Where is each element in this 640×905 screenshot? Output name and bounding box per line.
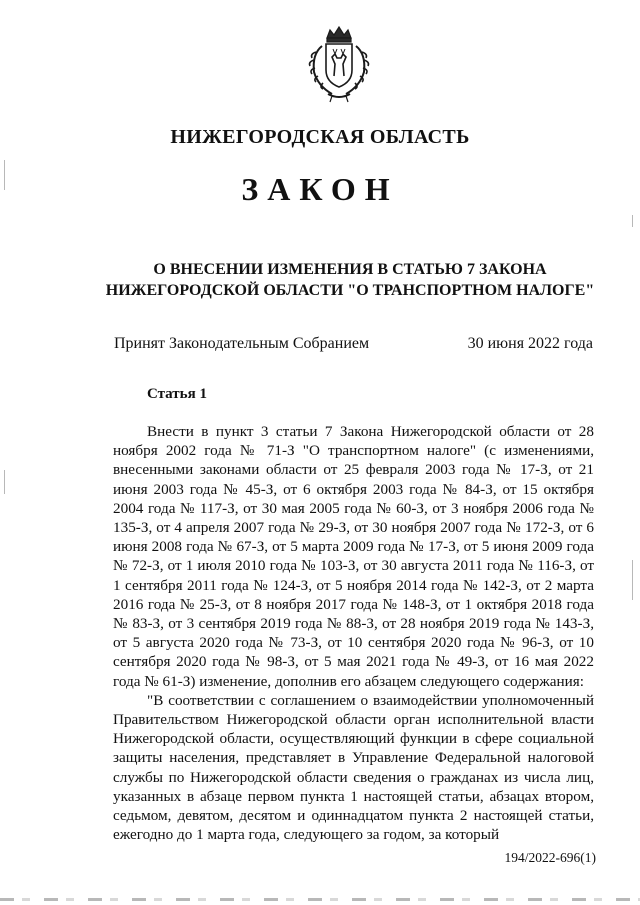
- article-body: [113, 422, 594, 844]
- adopted-by: Принят Законодательным Собранием: [114, 335, 370, 352]
- law-subject: [0, 259, 640, 301]
- adoption-date: 30 июня 2022 года: [467, 335, 593, 352]
- scan-edge-mark: [4, 470, 5, 494]
- law-subject-line-2: НИЖЕГОРОДСКОЙ ОБЛАСТИ "О ТРАНСПОРТНОМ НАЛОГЕ": [105, 282, 595, 299]
- scan-edge-mark: [4, 160, 5, 190]
- law-subject-line-1: О ВНЕСЕНИИ ИЗМЕНЕНИЯ В СТАТЬЮ 7 ЗАКОНА: [153, 261, 547, 278]
- scan-bottom-edge: [0, 898, 640, 901]
- document-type-title: ЗАКОН: [241, 171, 399, 207]
- scan-edge-mark: [632, 560, 633, 600]
- article-heading: Статья 1: [147, 386, 207, 402]
- coat-of-arms-icon: [294, 24, 384, 104]
- article-paragraph-1: Внести в пункт 3 статьи 7 Закона Нижегородской области от 28 ноября 2002 года № 71-З "О транспортном налоге" (с изменениями, внесенными законами области от 25 февраля 2003 года № 17-З, от 21 июня 2003 года № 45-З, от 6 октября 2003 года № 84-З, от 15 октября 2004 года № 117-З, от 30 мая 2005 года № 60-З, от 3 ноября 2006 года № 135-З, от 4 апреля 2007 года № 29-З, от 30 ноября 2007 года № 172-З, от 6 июня 2008 года № 67-З, от 5 марта 2009 года № 17-З, от 5 июня 2009 года № 72-З, от 1 июля 2010 года № 103-З, от 30 августа 2011 года № 116-З, от 1 сентября 2011 года № 124-З, от 5 ноября 2014 года № 142-З, от 2 марта 2016 года № 25-З, от 8 ноября 2017 года № 148-З, от 1 октября 2018 года № 83-З, от 3 сентября 2019 года № 88-З, от 28 ноября 2019 года № 143-З, от 5 августа 2020 года № 73-З, от 10 сентября 2020 года № 96-З, от 10 сентября 2020 года № 98-З, от 5 мая 2021 года № 49-З, от 16 мая 2022 года № 61-З) изменение, дополнив его абзацем следующего содержания:: [113, 423, 594, 690]
- article-paragraph-2: "В соответствии с соглашением о взаимодействии уполномоченный Правительством Нижегородской области орган исполнительной власти Нижегородской области, осуществляющий функции в сфере социальной защиты населения, представляет в Управление Федеральной налоговой службы по Нижегородской области сведения о гражданах из числа лиц, указанных в абзаце первом пункта 1 настоящей статьи, абзацах втором, седьмом, девятом, десятом и одиннадцатом пункта 2 настоящей статьи, ежегодно до 1 марта года, следующего за годом, за который: [113, 691, 594, 844]
- region-title: НИЖЕГОРОДСКАЯ ОБЛАСТЬ: [170, 126, 470, 148]
- document-number: 194/2022-696(1): [504, 850, 596, 865]
- scan-edge-mark: [632, 215, 633, 227]
